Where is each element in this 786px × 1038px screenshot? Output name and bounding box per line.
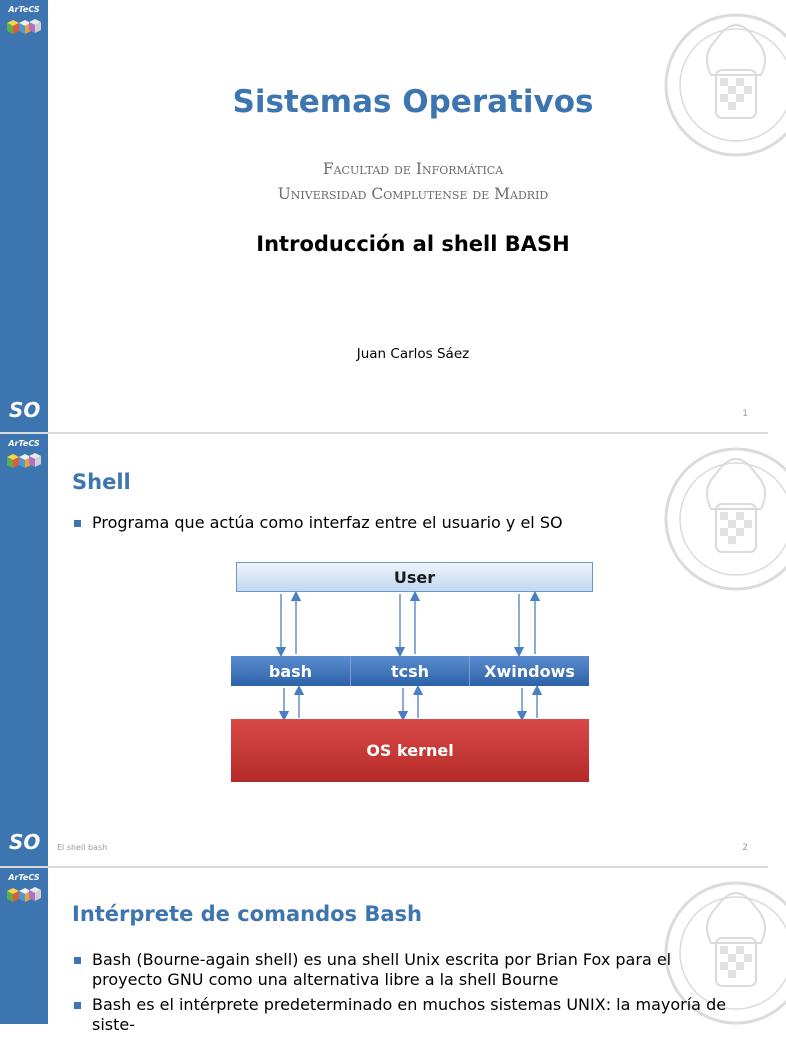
slide-bash-interpreter — [0, 868, 768, 1034]
page-number: 2 — [742, 843, 748, 853]
bullet-item: Programa que actúa como interfaz entre el usuario y el SO — [74, 513, 740, 533]
institution-university: Universidad Complutense de Madrid — [277, 185, 549, 203]
frame-title: Intérprete de comandos Bash — [72, 902, 422, 926]
author-name: Juan Carlos Sáez — [356, 346, 470, 362]
shell-box-bash: bash — [231, 656, 351, 686]
cubes-icon — [3, 883, 45, 905]
bullet-square-icon — [74, 957, 81, 964]
presentation-title: Sistemas Operativos — [232, 84, 594, 120]
bullet-square-icon — [74, 1002, 81, 1009]
user-box: User — [236, 562, 593, 592]
sidebar — [0, 868, 48, 1024]
presentation-subtitle: Introducción al shell BASH — [256, 232, 570, 256]
sidebar — [0, 0, 48, 432]
slide-shell — [0, 434, 768, 866]
slide-title — [0, 0, 768, 432]
bullet-item: Bash (Bourne-again shell) es una shell Unix escrita por Brian Fox para el proyecto GNU como una alternativa libre a la shell Bourne — [74, 950, 740, 990]
institution-faculty: Facultad de Informática — [322, 160, 504, 178]
sidebar-so-mark: SO — [9, 398, 41, 422]
artecs-logo: ArTeCS — [3, 5, 45, 41]
page-number: 1 — [742, 409, 748, 419]
shell-box-xwindows: Xwindows — [470, 656, 589, 686]
artecs-logo: ArTeCS — [3, 439, 45, 475]
shell-box-tcsh: tcsh — [351, 656, 470, 686]
cubes-icon — [3, 15, 45, 37]
frame-title: Shell — [72, 470, 131, 494]
footer-section: El shell bash — [57, 843, 108, 852]
sidebar-so-mark: SO — [9, 830, 41, 854]
kernel-box: OS kernel — [231, 719, 589, 782]
diagram-arrows — [0, 434, 768, 866]
artecs-logo: ArTeCS — [3, 873, 45, 909]
bullet-item: Bash es el intérprete predeterminado en muchos sistemas UNIX: la mayoría de siste- — [74, 995, 740, 1035]
